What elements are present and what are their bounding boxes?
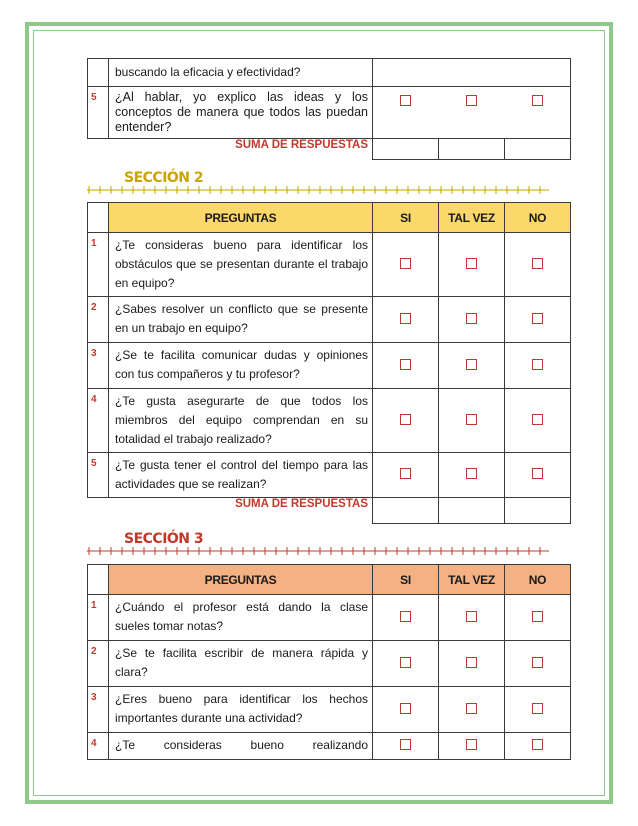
answer-tal-vez[interactable] xyxy=(439,733,505,760)
answer-si[interactable] xyxy=(373,641,439,687)
answer-no[interactable] xyxy=(505,687,571,733)
answer-tal-vez[interactable] xyxy=(439,641,505,687)
sum-no-cell[interactable] xyxy=(505,498,571,524)
answer-tal-vez[interactable] xyxy=(439,453,505,498)
answer-no[interactable] xyxy=(505,297,571,343)
checkbox-si[interactable] xyxy=(400,611,411,622)
checkbox-no[interactable] xyxy=(532,611,543,622)
answer-si[interactable] xyxy=(373,343,439,389)
checkbox-si[interactable] xyxy=(400,739,411,750)
checkbox-si[interactable] xyxy=(400,258,411,269)
table-row xyxy=(88,59,571,87)
answer-si[interactable] xyxy=(373,233,439,297)
checkbox-si[interactable] xyxy=(400,359,411,370)
header-no: NO xyxy=(505,203,571,233)
answer-tal-vez[interactable] xyxy=(439,297,505,343)
checkbox-si[interactable] xyxy=(400,657,411,668)
checkbox-no[interactable] xyxy=(532,95,543,106)
header-tal-vez: TAL VEZ xyxy=(439,565,505,595)
header-number-cell xyxy=(88,203,109,233)
sum-label: SUMA DE RESPUESTAS xyxy=(235,139,368,151)
question-number: 1 xyxy=(88,595,109,641)
sum-si-cell[interactable] xyxy=(373,498,439,524)
answer-no[interactable] xyxy=(505,343,571,389)
answer-no[interactable] xyxy=(505,595,571,641)
checkbox-no[interactable] xyxy=(532,703,543,714)
answer-no[interactable] xyxy=(505,389,571,453)
answer-si[interactable] xyxy=(373,87,439,139)
sum-tal-vez-cell[interactable] xyxy=(439,139,505,160)
question-text: buscando la eficacia y efectividad? xyxy=(109,59,373,87)
checkbox-no[interactable] xyxy=(532,468,543,479)
sum-row xyxy=(88,498,571,524)
checkbox-no[interactable] xyxy=(532,359,543,370)
question-text: ¿Se te facilita escribir de manera rápida y clara? xyxy=(109,641,373,687)
table-row xyxy=(88,233,571,297)
section1-table-continuation xyxy=(87,58,571,160)
checkbox-si[interactable] xyxy=(400,414,411,425)
checkbox-no[interactable] xyxy=(532,657,543,668)
question-text: ¿Te consideras bueno realizando xyxy=(109,733,373,760)
question-text: ¿Al hablar, yo explico las ideas y los conceptos de manera que todos las puedan entender? xyxy=(109,87,373,139)
section2-divider xyxy=(87,186,549,194)
checkbox-si[interactable] xyxy=(400,703,411,714)
question-text: ¿Te gusta asegurarte de que todos los miembros del equipo comprendan en su totalidad el trabajo realizado? xyxy=(109,389,373,453)
question-number: 1 xyxy=(88,233,109,297)
checkbox-tal-vez[interactable] xyxy=(466,657,477,668)
sum-tal-vez-cell[interactable] xyxy=(439,498,505,524)
checkbox-tal-vez[interactable] xyxy=(466,95,477,106)
section3-title: SECCIÓN 3 xyxy=(124,531,204,547)
question-text: ¿Te consideras bueno para identificar los obstáculos que se presentan durante el trabajo en equipo? xyxy=(109,233,373,297)
table-row xyxy=(88,343,571,389)
table-row xyxy=(88,453,571,498)
answer-tal-vez[interactable] xyxy=(439,233,505,297)
question-number: 4 xyxy=(88,733,109,760)
checkbox-tal-vez[interactable] xyxy=(466,313,477,324)
header-no: NO xyxy=(505,565,571,595)
table-row xyxy=(88,389,571,453)
answer-si[interactable] xyxy=(373,389,439,453)
question-number: 2 xyxy=(88,297,109,343)
answer-tal-vez[interactable] xyxy=(439,87,505,139)
answer-area xyxy=(373,59,571,87)
question-number: 3 xyxy=(88,687,109,733)
checkbox-no[interactable] xyxy=(532,739,543,750)
header-si: SI xyxy=(373,565,439,595)
section2-title: SECCIÓN 2 xyxy=(124,170,204,186)
question-text: ¿Se te facilita comunicar dudas y opiniones con tus compañeros y tu profesor? xyxy=(109,343,373,389)
header-number-cell xyxy=(88,565,109,595)
checkbox-si[interactable] xyxy=(400,313,411,324)
table-row xyxy=(88,641,571,687)
checkbox-no[interactable] xyxy=(532,258,543,269)
header-si: SI xyxy=(373,203,439,233)
checkbox-tal-vez[interactable] xyxy=(466,611,477,622)
checkbox-tal-vez[interactable] xyxy=(466,739,477,750)
answer-no[interactable] xyxy=(505,641,571,687)
answer-si[interactable] xyxy=(373,297,439,343)
divider-line xyxy=(87,547,549,555)
checkbox-tal-vez[interactable] xyxy=(466,468,477,479)
section3-divider xyxy=(87,547,549,555)
answer-tal-vez[interactable] xyxy=(439,343,505,389)
answer-si[interactable] xyxy=(373,453,439,498)
answer-no[interactable] xyxy=(505,233,571,297)
answer-no[interactable] xyxy=(505,87,571,139)
answer-si[interactable] xyxy=(373,733,439,760)
question-text: ¿Te gusta tener el control del tiempo para las actividades que se realizan? xyxy=(109,453,373,498)
header-preguntas: PREGUNTAS xyxy=(109,565,373,595)
table-row xyxy=(88,87,571,139)
checkbox-tal-vez[interactable] xyxy=(466,414,477,425)
checkbox-tal-vez[interactable] xyxy=(466,703,477,714)
table-row xyxy=(88,297,571,343)
sum-no-cell[interactable] xyxy=(505,139,571,160)
question-text: ¿Eres bueno para identificar los hechos importantes durante una actividad? xyxy=(109,687,373,733)
sum-si-cell[interactable] xyxy=(373,139,439,160)
header-tal-vez: TAL VEZ xyxy=(439,203,505,233)
table-row xyxy=(88,595,571,641)
checkbox-no[interactable] xyxy=(532,414,543,425)
table-row xyxy=(88,687,571,733)
answer-no[interactable] xyxy=(505,453,571,498)
checkbox-tal-vez[interactable] xyxy=(466,258,477,269)
question-number: 3 xyxy=(88,343,109,389)
table-row xyxy=(88,733,571,760)
question-number: 2 xyxy=(88,641,109,687)
checkbox-si[interactable] xyxy=(400,95,411,106)
section3-table xyxy=(87,564,571,760)
table-header-row xyxy=(88,565,571,595)
question-number: 5 xyxy=(88,87,109,139)
question-text: ¿Cuándo el profesor está dando la clase sueles tomar notas? xyxy=(109,595,373,641)
answer-no[interactable] xyxy=(505,733,571,760)
header-preguntas: PREGUNTAS xyxy=(109,203,373,233)
section2-table xyxy=(87,202,571,524)
sum-row xyxy=(88,139,571,160)
checkbox-tal-vez[interactable] xyxy=(466,359,477,370)
divider-line xyxy=(87,186,549,194)
table-header-row xyxy=(88,203,571,233)
checkbox-si[interactable] xyxy=(400,468,411,479)
answer-tal-vez[interactable] xyxy=(439,595,505,641)
question-number xyxy=(88,59,109,87)
answer-si[interactable] xyxy=(373,687,439,733)
sum-label: SUMA DE RESPUESTAS xyxy=(235,498,368,510)
question-number: 5 xyxy=(88,453,109,498)
answer-tal-vez[interactable] xyxy=(439,687,505,733)
checkbox-no[interactable] xyxy=(532,313,543,324)
question-number: 4 xyxy=(88,389,109,453)
answer-si[interactable] xyxy=(373,595,439,641)
question-text: ¿Sabes resolver un conflicto que se presente en un trabajo en equipo? xyxy=(109,297,373,343)
answer-tal-vez[interactable] xyxy=(439,389,505,453)
